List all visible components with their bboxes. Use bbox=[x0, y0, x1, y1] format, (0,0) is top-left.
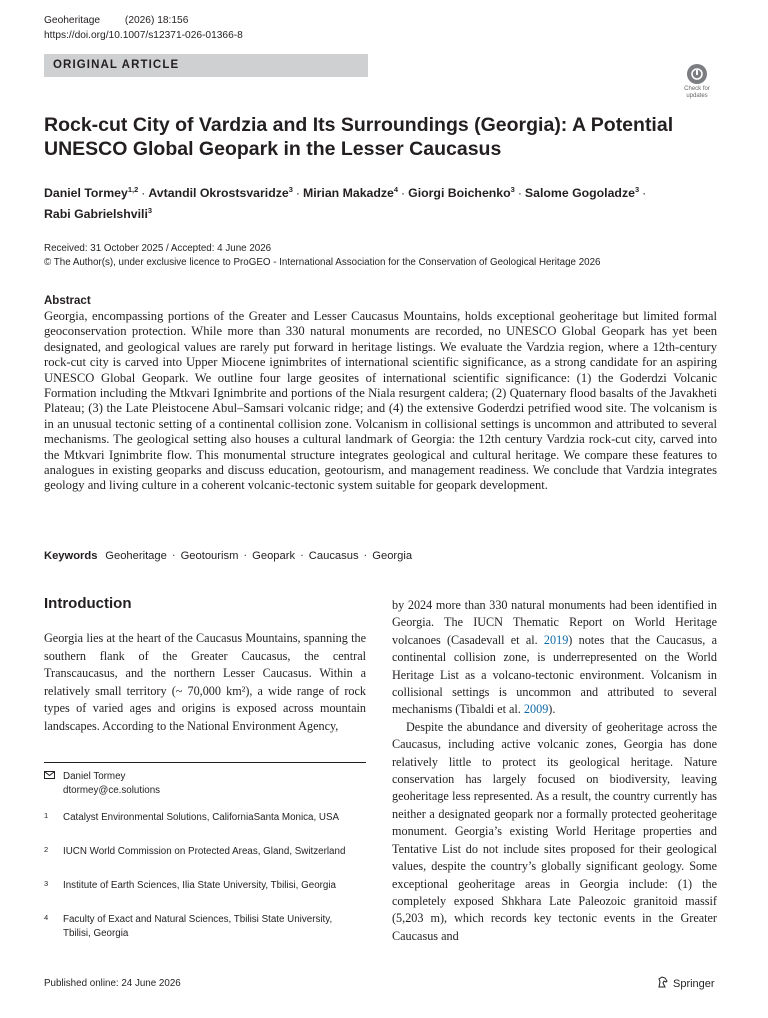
article-title bbox=[44, 113, 684, 161]
doi-link[interactable]: https://doi.org/10.1007/s12371-026-01366-8 bbox=[44, 29, 243, 41]
check-for-updates-icon bbox=[687, 64, 707, 84]
author-name: Rabi Gabrielshvili bbox=[44, 207, 148, 221]
affiliation bbox=[44, 879, 354, 893]
journal-name: Geoheritage bbox=[44, 15, 101, 26]
intro-paragraph: Despite the abundance and diversity of geoheritage across the Caucasus, including active volcanic zones, Georgia has done relatively little to protect its geological heritage. Nature conservation has largely focused on biodiversity, leaving geoheritage less represented. As a result, the country currently has neither a designated geopark nor a formally protected geoheritage monument. Georgia’s existing World Heritage properties and Tentative List do not include sites proposed for their geological values, despite the country’s globally significant geology. Some exceptional geoheritage areas in Georgia include: (1) the completely exposed Shkhara Late Paleozoic granitoid massif (5,203 m), which records key tectonic events in the Greater Caucasus and bbox=[392, 719, 717, 943]
keyword[interactable]: Caucasus bbox=[308, 550, 359, 562]
author-affiliation-sup: 4 bbox=[393, 185, 399, 194]
footnote-divider bbox=[44, 762, 366, 763]
text-span: by 2024 more than 330 natural monuments had been identified in Georgia. The IUCN Thematic Report on World Heritage volcanoes (Casadevall et al. bbox=[392, 598, 717, 647]
author[interactable] bbox=[408, 186, 515, 200]
author[interactable] bbox=[44, 186, 138, 200]
author[interactable] bbox=[44, 207, 152, 221]
author-separator: · bbox=[295, 186, 300, 200]
affiliation bbox=[44, 913, 354, 940]
corresponding-name: Daniel Tormey bbox=[63, 771, 126, 782]
author[interactable] bbox=[525, 186, 639, 200]
section-heading-introduction: Introduction bbox=[44, 595, 132, 612]
affiliation bbox=[44, 845, 354, 859]
author-affiliation-sup: 3 bbox=[510, 185, 515, 194]
badge-line1: Check for bbox=[684, 86, 710, 92]
author-list bbox=[44, 181, 724, 223]
keywords-label: Keywords bbox=[44, 550, 98, 562]
keyword-separator: · bbox=[171, 550, 176, 562]
corresponding-email[interactable]: dtormey@ce.solutions bbox=[63, 785, 161, 796]
keyword[interactable]: Georgia bbox=[372, 550, 413, 562]
keyword-separator: · bbox=[300, 550, 304, 562]
author[interactable] bbox=[148, 186, 293, 200]
published-online: Published online: 24 June 2026 bbox=[44, 978, 181, 989]
journal-header bbox=[44, 14, 243, 43]
author-affiliation-sup: 3 bbox=[288, 185, 293, 194]
author-name: Salome Gogoladze bbox=[524, 186, 635, 200]
corresponding-author bbox=[44, 770, 160, 798]
check-for-updates-badge[interactable] bbox=[676, 64, 718, 106]
check-for-updates-label bbox=[676, 86, 718, 99]
intro-left-column: Georgia lies at the heart of the Caucasus Mountains, spanning the southern flank of the Greater Caucasus, the central Transcaucasus, and the northern Lesser Caucasus. Within a relatively small territory (~ 70,000 km²), a wide range of rock types of varied ages and origins is exposed across mountain landscapes. According to the National Environment Agency, bbox=[44, 631, 366, 733]
author-affiliation-sup: 3 bbox=[634, 185, 640, 194]
citation-link[interactable]: 2009 bbox=[523, 702, 549, 717]
affiliation-number: 1 bbox=[44, 811, 49, 820]
author-separator: · bbox=[517, 186, 522, 200]
title-line2: UNESCO Global Geopark in the Lesser Caucasus bbox=[44, 138, 502, 160]
author-affiliation-sup: 1,2 bbox=[127, 185, 139, 194]
text-span: ). bbox=[548, 702, 556, 717]
keyword-separator: · bbox=[243, 550, 248, 562]
author-affiliation-sup: 3 bbox=[147, 206, 153, 215]
article-dates bbox=[44, 242, 734, 270]
affiliation-number: 2 bbox=[44, 845, 49, 854]
title-line1: Rock-cut City of Vardzia and Its Surroundings (Georgia): A Potential bbox=[44, 114, 674, 136]
author-name: Mirian Makadze bbox=[302, 186, 394, 200]
text-span: ) notes that the Caucasus, a continental collision zone, is underrepresented on the World Heritage List as a volcano-tectonic environment. Volcanism in collisional settings is uncommon and attributed to several mechanisms (Tibaldi et al. bbox=[392, 632, 717, 717]
copyright-notice: © The Author(s), under exclusive licence to ProGEO - International Association for the Conservation of Geological Heritage 2026 bbox=[44, 257, 601, 268]
journal-volume: (2026) 18:156 bbox=[124, 15, 189, 26]
publisher-logo bbox=[657, 976, 715, 991]
envelope-icon bbox=[44, 770, 63, 784]
affiliation-number: 3 bbox=[44, 879, 49, 888]
author-name: Giorgi Boichenko bbox=[408, 186, 511, 200]
author-separator: · bbox=[401, 186, 406, 200]
author-separator: · bbox=[642, 186, 647, 200]
affiliation-text: IUCN World Commission on Protected Areas, Gland, Switzerland bbox=[63, 846, 346, 857]
intro-right-column bbox=[392, 597, 717, 945]
springer-horse-icon bbox=[657, 976, 673, 991]
keyword[interactable]: Geoheritage bbox=[105, 550, 167, 562]
author-name: Avtandil Okrostsvaridze bbox=[148, 186, 289, 200]
keyword-separator: · bbox=[363, 550, 368, 562]
publisher-name: Springer bbox=[673, 977, 715, 990]
keyword[interactable]: Geotourism bbox=[180, 550, 239, 562]
abstract-heading: Abstract bbox=[44, 295, 91, 307]
intro-paragraph bbox=[392, 597, 717, 719]
author-name: Daniel Tormey bbox=[44, 186, 128, 200]
citation-link[interactable]: 2019 bbox=[543, 632, 569, 647]
affiliation bbox=[44, 811, 354, 825]
affiliation-text: Institute of Earth Sciences, Ilia State University, Tbilisi, Georgia bbox=[63, 880, 336, 891]
badge-line2: updates bbox=[686, 92, 708, 99]
affiliation-text: Faculty of Exact and Natural Sciences, Tbilisi State University, Tbilisi, Georgia bbox=[63, 914, 333, 939]
author[interactable] bbox=[303, 186, 398, 200]
keyword[interactable]: Geopark bbox=[252, 550, 296, 562]
article-type-bar: ORIGINAL ARTICLE bbox=[44, 54, 368, 77]
received-accepted: Received: 31 October 2025 / Accepted: 4 June 2026 bbox=[44, 243, 272, 254]
abstract-text: Georgia, encompassing portions of the Greater and Lesser Caucasus Mountains, holds exceptional geoheritage but limited formal geoconservation protection. While more than 330 natural monuments are recorded, no UNESCO Global Geopark has yet been designated, and geological values are rarely put forward in heritage listings. We evaluate the Vardzia region, where a 12th-century rock-cut city is carved into Upper Miocene ignimbrites of international scientific significance, as a strong candidate for an aspiring UNESCO Global Geopark. We outline four large geosites of international scientific significance: (1) the Goderdzi Volcanic Formation including the Mtkvari Ignimbrite and portions of the Niala resurgent caldera; (2) Quaternary flood basalts of the Javakheti Plateau; (3) the Late Pleistocene Abul–Samsari volcanic ridge; and (4) the extensive Goderdzi petrified wood site. The volcanism is in an unusual tectonic setting of a continental collision zone. Volcanism in collisional settings is uncommon and attributed to several mechanisms. The geological setting also houses a cultural landmark of Georgia: the 12th century Vardzia rock-cut city, carved into the Mtkvari Ignimbrite flow. This monumental structure integrates geological and cultural heritage. We compare these features to analogues in existing geoparks and discuss education, geotourism, and management readiness. We conclude that Vardzia integrates geology and living culture in a coherent volcanic-tectonic system suitable for geopark development. bbox=[44, 309, 717, 493]
author-separator: · bbox=[141, 186, 146, 200]
affiliation-text: Catalyst Environmental Solutions, CaliforniaSanta Monica, USA bbox=[63, 812, 340, 823]
keywords bbox=[44, 550, 412, 562]
affiliation-number: 4 bbox=[44, 913, 49, 922]
